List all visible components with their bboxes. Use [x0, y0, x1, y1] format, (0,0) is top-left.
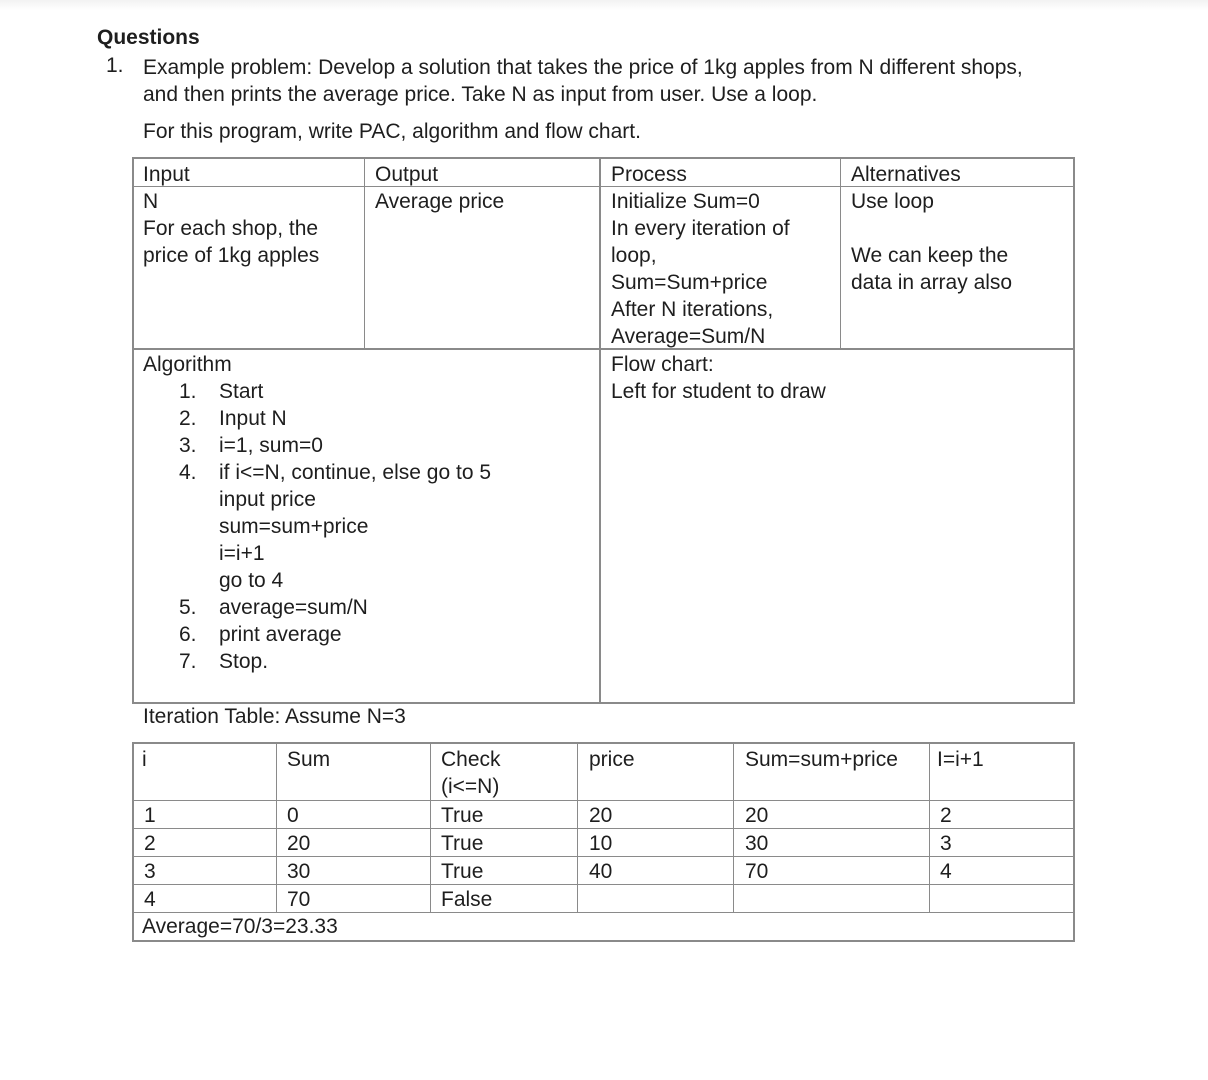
pac-border-top: [132, 157, 1075, 159]
iter-cell: 70: [287, 888, 311, 911]
iteration-table-title: Iteration Table: Assume N=3: [143, 705, 406, 728]
algorithm-step: [143, 432, 323, 459]
algorithm-step-text: i=1, sum=0: [219, 434, 323, 457]
pac-process-line: Initialize Sum=0: [611, 190, 760, 213]
pac-process-line: Sum=Sum+price: [611, 271, 768, 294]
iter-header-sum-update: Sum=sum+price: [745, 748, 898, 771]
algorithm-step-number: 5.: [179, 596, 197, 619]
flowchart-title: Flow chart:: [611, 353, 714, 376]
pac-border-bottom: [132, 702, 1075, 704]
algorithm-step-text: if i<=N, continue, else go to 5: [219, 461, 492, 484]
iter-border-bottom: [132, 940, 1075, 942]
algorithm-step-number: 6.: [179, 623, 197, 646]
algorithm-block: [143, 351, 492, 675]
pac-input-line: For each shop, the: [143, 217, 319, 240]
iter-cell: 30: [287, 860, 311, 883]
pac-output-line: Average price: [375, 190, 505, 213]
pac-alternatives-line: We can keep the: [851, 244, 1009, 267]
iter-cell: True: [441, 804, 484, 827]
iter-cell: 40: [589, 860, 613, 883]
question-number: 1.: [106, 54, 124, 77]
iter-cell: 20: [589, 804, 613, 827]
iter-average: Average=70/3=23.33: [142, 915, 338, 938]
pac-alternatives-spacer: [851, 215, 1012, 242]
iter-cell: True: [441, 832, 484, 855]
pac-alternatives-header: Alternatives: [851, 163, 961, 186]
pac-input-content: [143, 188, 319, 269]
iter-header-check-sub: (i<=N): [441, 775, 500, 798]
algorithm-step-number: 2.: [179, 407, 197, 430]
pac-process-content: [611, 188, 790, 350]
pac-output-content: [375, 188, 504, 215]
iter-cell: 3: [144, 860, 156, 883]
algorithm-step: [143, 405, 287, 432]
algorithm-step-text: go to 4: [219, 569, 284, 592]
iter-cell: True: [441, 860, 484, 883]
algorithm-step: [143, 567, 284, 594]
algorithm-step-number: 7.: [179, 650, 197, 673]
algorithm-step: [143, 594, 368, 621]
flowchart-note: Left for student to draw: [611, 380, 826, 403]
algorithm-step-text: average=sum/N: [219, 596, 368, 619]
iter-cell: 4: [144, 888, 156, 911]
pac-col-divider-1: [364, 157, 365, 350]
top-edge-shadow: [0, 0, 1208, 10]
algorithm-step-text: Stop.: [219, 650, 269, 673]
iter-border-right: [1073, 742, 1075, 942]
iter-col-divider: [276, 742, 277, 913]
pac-input-line: price of 1kg apples: [143, 244, 320, 267]
page-heading: Questions: [97, 26, 200, 49]
pac-col-divider-2: [599, 157, 601, 704]
pac-input-line: N: [143, 190, 159, 213]
iter-cell: 2: [940, 804, 952, 827]
pac-process-line: loop,: [611, 244, 657, 267]
question-subtext: For this program, write PAC, algorithm and flow chart.: [143, 120, 641, 143]
algorithm-step-text: input price: [219, 488, 316, 511]
algorithm-step-text: Start: [219, 380, 264, 403]
iter-cell: 3: [940, 832, 952, 855]
pac-alternatives-line: data in array also: [851, 271, 1013, 294]
pac-alternatives-line: Use loop: [851, 190, 934, 213]
algorithm-step-number: 3.: [179, 434, 197, 457]
iter-cell: False: [441, 888, 493, 911]
algorithm-step: [143, 621, 342, 648]
pac-output-header: Output: [375, 163, 439, 186]
pac-col-divider-3: [840, 157, 841, 350]
iter-header-check: Check: [441, 748, 501, 771]
pac-row-divider: [132, 348, 1075, 350]
algorithm-step-text: Input N: [219, 407, 287, 430]
iter-col-divider: [929, 742, 930, 913]
iter-header-divider: [132, 800, 1075, 801]
question-text: Example problem: Develop a solution that takes the price of 1kg apples from N different shops, and then prints the average price. Take N as input from user. Use a loop.: [143, 56, 1023, 106]
iter-col-divider: [577, 742, 578, 913]
iter-col-divider: [733, 742, 734, 913]
algorithm-title: Algorithm: [143, 353, 232, 376]
iter-border-left: [132, 742, 134, 942]
iter-cell: 0: [287, 804, 299, 827]
algorithm-step-text: i=i+1: [219, 542, 265, 565]
iter-cell: 2: [144, 832, 156, 855]
pac-process-header: Process: [611, 163, 687, 186]
iter-cell: 30: [745, 832, 769, 855]
iter-cell: 10: [589, 832, 613, 855]
iter-col-divider: [430, 742, 431, 913]
iter-header-sum: Sum: [287, 748, 331, 771]
algorithm-step: [143, 459, 492, 486]
iter-cell: 70: [745, 860, 769, 883]
iter-header-price: price: [589, 748, 635, 771]
pac-input-header: Input: [143, 163, 190, 186]
algorithm-steps: [143, 378, 492, 675]
algorithm-step-text: sum=sum+price: [219, 515, 369, 538]
algorithm-step: [143, 648, 269, 675]
iter-cell: 20: [287, 832, 311, 855]
pac-process-line: Average=Sum/N: [611, 325, 766, 348]
pac-border-left: [132, 157, 134, 704]
algorithm-step: [143, 513, 369, 540]
iter-header-i: i: [142, 748, 147, 771]
iter-cell: 20: [745, 804, 769, 827]
algorithm-step: [143, 540, 265, 567]
iter-cell: 1: [144, 804, 156, 827]
algorithm-step: [143, 486, 316, 513]
pac-process-line: After N iterations,: [611, 298, 774, 321]
iter-cell: 4: [940, 860, 952, 883]
pac-border-right: [1073, 157, 1075, 704]
iter-header-i-update: I=i+1: [937, 748, 984, 771]
iter-border-top: [132, 742, 1075, 744]
pac-process-line: In every iteration of: [611, 217, 790, 240]
algorithm-step-number: 1.: [179, 380, 197, 403]
algorithm-step: [143, 378, 264, 405]
pac-alternatives-content: [851, 188, 1012, 296]
algorithm-step-text: print average: [219, 623, 342, 646]
algorithm-step-number: 4.: [179, 461, 197, 484]
